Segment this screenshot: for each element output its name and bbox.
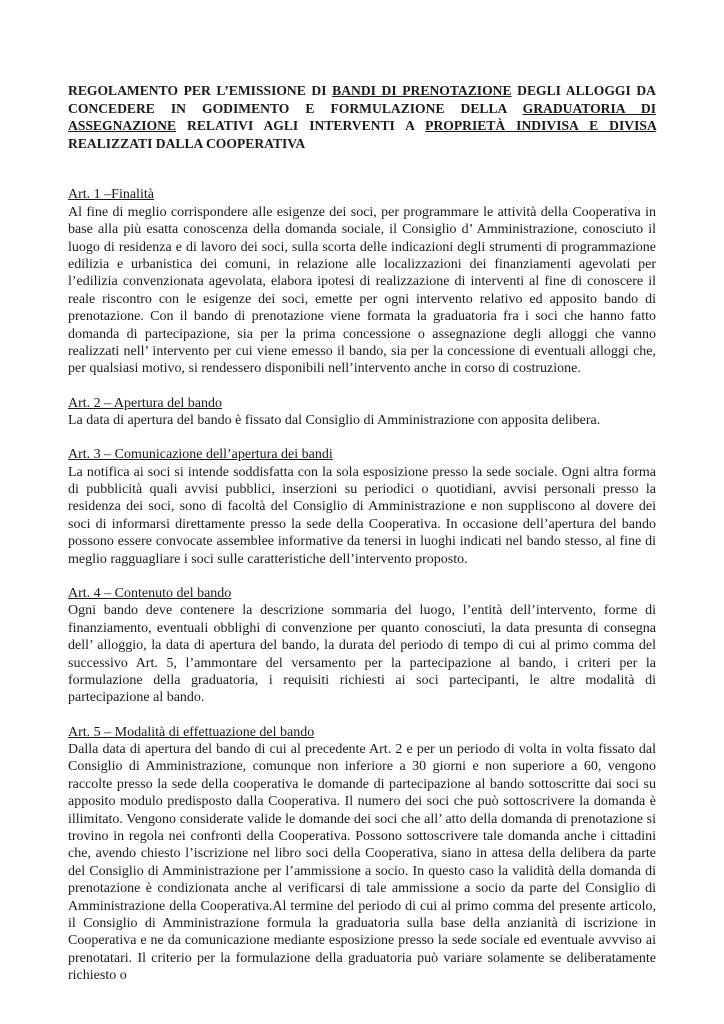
title-part-2: DEGLI ALLOGGI DA CONCEDERE IN GODIMENTO E FORMULAZIONE DELLA	[68, 83, 656, 116]
title-underlined-bandi: BANDI DI PRENOTAZIONE	[332, 83, 512, 98]
article-2	[68, 395, 656, 430]
document-title	[68, 82, 656, 152]
article-body: Al fine di meglio corrispondere alle esigenze dei soci, per programmare le attività della Cooperativa in base alla più esatta conoscenza della domanda sociale, il Consiglio d’ Amministrazione, conosciuto il luogo di residenza e di lavoro dei soci, sulla scorta delle indicazioni degli strumenti di programmazione edilizia e urbanistica dei comuni, in relazione alle localizzazioni dei finanziamenti agevolati per l’edilizia convenzionata agevolata, elabora ipotesi di realizzazione di interventi al fine di conoscere il reale riscontro con le esigenze dei soci, emette per ogni intervento relativo ed apposito bando di prenotazione. Con il bando di prenotazione viene formata la graduatoria fra i soci che hanno fatto domanda di partecipazione, sia per la prima concessione o assegnazione degli alloggi che vanno realizzati nell’ intervento per cui viene emesso il bando, sia per la concessione di eventuali alloggi che, per qualsiasi motivo, si rendessero disponibili nell’intervento anche in corso di costruzione.	[68, 204, 656, 377]
title-part-1: REGOLAMENTO PER L’EMISSIONE DI	[68, 83, 333, 98]
article-heading: Art. 3 – Comunicazione dell’apertura dei bandi	[68, 447, 333, 463]
title-part-4: REALIZZATI DALLA COOPERATIVA	[68, 135, 306, 151]
article-heading: Art. 2 – Apertura del bando	[68, 395, 222, 411]
article-1	[68, 186, 656, 377]
article-body: Ogni bando deve contenere la descrizione sommaria del luogo, l’entità dell’intervento, forme di finanziamento, eventuali obblighi di convenzione per quanto conosciuti, la data presunta di consegna dell’ alloggio, la data di apertura del bando, la durata del periodo di tempo di cui al primo comma del successivo Art. 5, l’ammontare del versamento per la partecipazione al bando, i criteri per la formulazione della graduatoria, i requisiti richiesti ai soci partecipanti, le altre modalità di partecipazione al bando.	[68, 603, 656, 706]
article-3	[68, 446, 656, 568]
article-body: La notifica ai soci si intende soddisfatta con la sola esposizione presso la sede sociale. Ogni altra forma di pubblicità quali avvisi pubblici, inserzioni su periodici o quotidiani, avvisi personali presso la residenza dei soci, sono di facoltà del Consiglio di Amministrazione e non suppliscono al dovere dei soci di informarsi direttamente presso la sede della Cooperativa. In occasione dell’apertura del bando possono essere convocate assemblee informative da tenersi in luoghi indicati nel bando stesso, al fine di meglio ragguagliare i soci sulle caratteristiche dell’intervento proposto.	[68, 464, 656, 567]
article-heading: Art. 5 – Modalità di effettuazione del bando	[68, 724, 315, 740]
article-body: La data di apertura del bando è fissato dal Consiglio di Amministrazione con apposita delibera.	[68, 413, 601, 429]
article-heading: Art. 4 – Contenuto del bando	[68, 585, 232, 601]
title-underlined-proprieta: PROPRIETÀ INDIVISA E DIVISA	[425, 118, 657, 134]
title-underlined-graduatoria: GRADUATORIA DI ASSEGNAZIONE	[68, 100, 656, 134]
document-page	[68, 82, 656, 1001]
article-5	[68, 724, 656, 985]
article-4	[68, 585, 656, 707]
article-heading: Art. 1 –Finalità	[68, 187, 154, 203]
title-part-3: RELATIVI AGLI INTERVENTI A	[176, 118, 426, 134]
article-body: Dalla data di apertura del bando di cui al precedente Art. 2 e per un periodo di volta in volta fissato dal Consiglio di Amministrazione, comunque non inferiore a 30 giorni e non superiore a 60, vengono raccolte presso la sede della cooperativa le domande di partecipazione al bando sottoscritte dai soci su apposito modulo predisposto dalla Cooperativa. Il numero dei soci che può sottoscrivere la domanda è illimitato. Vengono considerate valide le domande dei soci che all’ atto della domanda di prenotazione si trovino in regola nei confronti della Cooperativa. Possono sottoscrivere tale domanda anche i cittadini che, avendo chiesto l’iscrizione nel libro soci della Cooperativa, siano in attesa della delibera da parte del Consiglio di Amministrazione per l’ammissione a socio. In questo caso la validità della domanda di prenotazione è condizionata anche al verificarsi di tale ammissione a socio da parte del Consiglio di Amministrazione della Cooperativa.Al termine del periodo di cui al primo comma del presente articolo, il Consiglio di Amministrazione formula la graduatoria sulla base della anzianità di iscrizione in Cooperativa e ne da comunicazione mediante esposizione presso la sede sociale ed eventuale avvviso ai prenotatari. Il criterio per la formulazione della graduatoria può variare solamente se deliberatamente richiesto o	[68, 741, 656, 984]
